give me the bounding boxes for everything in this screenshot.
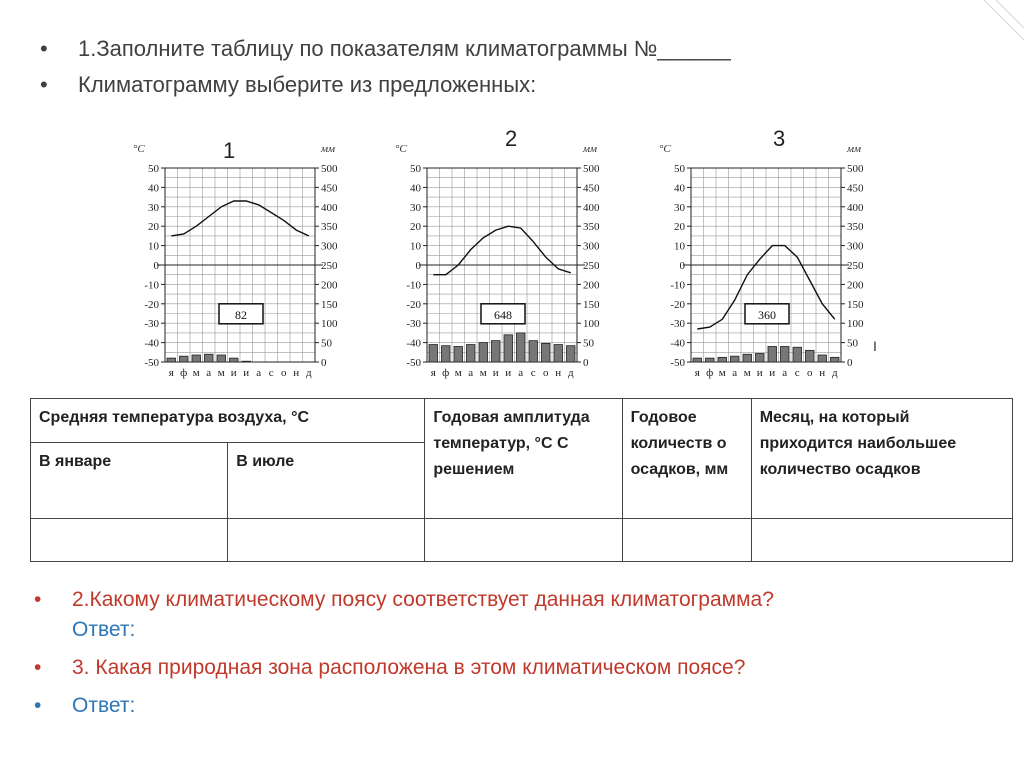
precip-bar — [718, 357, 727, 362]
month-label: м — [454, 367, 462, 379]
answer-table — [30, 398, 1013, 562]
precip-tick-label: 350 — [583, 221, 600, 234]
header-january: В январе — [31, 443, 228, 518]
month-label: н — [819, 367, 826, 379]
month-label: о — [543, 367, 549, 379]
temp-tick-label: 40 — [674, 182, 685, 195]
temp-tick-label: -30 — [670, 318, 685, 331]
month-label: а — [782, 367, 788, 379]
precip-tick-label: 200 — [583, 279, 600, 292]
month-label: и — [230, 367, 237, 379]
temp-tick-label: 30 — [148, 201, 159, 214]
precip-bar — [217, 355, 226, 362]
precip-bar — [818, 355, 827, 362]
precip-total-label: 82 — [235, 307, 247, 322]
month-label: ф — [706, 367, 714, 379]
month-label: с — [268, 367, 274, 379]
precip-tick-label: 200 — [321, 279, 338, 292]
precip-unit-label: мм — [321, 143, 336, 155]
precip-bar — [429, 345, 438, 362]
month-label: с — [530, 367, 536, 379]
month-label: и — [769, 367, 776, 379]
bullet-dot: • — [34, 694, 42, 717]
month-label: а — [256, 367, 262, 379]
month-label: о — [807, 367, 813, 379]
precip-bar — [567, 346, 576, 362]
month-label: а — [468, 367, 474, 379]
header-month: Месяц, на который приходится наибольшее количество осадков — [751, 399, 1012, 519]
precip-bar — [242, 361, 251, 362]
precip-bar — [167, 358, 176, 362]
climatograms — [125, 130, 925, 390]
temp-tick-label: -30 — [406, 318, 421, 331]
month-label: м — [718, 367, 726, 379]
temp-tick-label: 10 — [148, 240, 159, 253]
precip-tick-label: 400 — [583, 201, 600, 214]
month-label: ф — [180, 367, 188, 379]
chart-number: 1 — [223, 138, 236, 163]
instructions — [30, 36, 990, 108]
temp-tick-label: -50 — [670, 357, 685, 369]
temp-tick-label: 20 — [148, 221, 159, 234]
precip-tick-label: 200 — [847, 279, 864, 292]
climatogram-2 — [387, 130, 647, 390]
month-label: м — [192, 367, 200, 379]
question-3: • 3. Какая природная зона расположена в этом климатическом поясе? — [28, 653, 1008, 683]
precip-bar — [529, 341, 538, 362]
precip-unit-label: мм — [847, 143, 862, 155]
month-label: а — [732, 367, 738, 379]
precip-bar — [806, 350, 815, 362]
precip-bar — [743, 354, 752, 362]
month-label: д — [305, 367, 312, 379]
temp-tick-label: 0 — [679, 260, 685, 272]
precip-tick-label: 0 — [321, 357, 327, 369]
temp-tick-label: 0 — [153, 260, 159, 272]
bullet-dot: • — [40, 72, 48, 97]
precip-tick-label: 150 — [321, 298, 338, 311]
precip-tick-label: 500 — [321, 163, 338, 175]
temp-unit-label: °C — [395, 143, 407, 155]
temp-tick-label: 40 — [148, 182, 159, 195]
temp-tick-label: -40 — [144, 337, 159, 350]
month-label: я — [168, 367, 174, 379]
month-label: с — [794, 367, 800, 379]
climatogram-3-svg — [651, 130, 911, 390]
month-label: а — [206, 367, 212, 379]
precip-tick-label: 400 — [321, 201, 338, 214]
precip-tick-label: 450 — [583, 182, 600, 195]
cell-precip[interactable] — [622, 518, 751, 561]
month-label: и — [492, 367, 499, 379]
temp-tick-label: 50 — [410, 163, 421, 175]
month-label: я — [694, 367, 700, 379]
temp-tick-label: -50 — [144, 357, 159, 369]
temp-unit-label: °C — [133, 143, 145, 155]
precip-bar — [781, 346, 790, 362]
precip-bar — [192, 355, 201, 362]
precip-bar — [768, 346, 777, 362]
temp-tick-label: 0 — [415, 260, 421, 272]
precip-bar — [693, 358, 702, 362]
temp-tick-label: -10 — [144, 279, 159, 292]
precip-bar — [517, 333, 526, 362]
chart-number: 2 — [505, 130, 518, 151]
header-july: В июле — [228, 443, 425, 518]
bullet-dot: • — [34, 656, 42, 679]
precip-bar — [706, 358, 715, 362]
month-label: м — [217, 367, 225, 379]
precip-bar — [554, 345, 563, 362]
header-amplitude: Годовая амплитуда температур, °С С решением — [425, 399, 622, 519]
temp-tick-label: 30 — [410, 201, 421, 214]
precip-bar — [454, 346, 463, 362]
bullet-dot: • — [34, 588, 42, 611]
precip-tick-label: 350 — [321, 221, 338, 234]
precip-bar — [793, 347, 802, 362]
precip-tick-label: 100 — [847, 318, 864, 331]
temp-tick-label: -20 — [670, 298, 685, 311]
questions — [28, 585, 1008, 729]
precip-bar — [479, 343, 488, 362]
month-label: д — [567, 367, 574, 379]
temp-tick-label: -30 — [144, 318, 159, 331]
temp-tick-label: -20 — [406, 298, 421, 311]
month-label: н — [293, 367, 300, 379]
cell-january[interactable] — [31, 518, 228, 561]
precip-tick-label: 150 — [583, 298, 600, 311]
precip-tick-label: 300 — [847, 240, 864, 253]
precip-total-label: 360 — [758, 307, 776, 322]
precip-tick-label: 250 — [583, 260, 600, 272]
temp-tick-label: -10 — [406, 279, 421, 292]
temp-unit-label: °C — [659, 143, 671, 155]
month-label: м — [743, 367, 751, 379]
temp-tick-label: 20 — [410, 221, 421, 234]
precip-bar — [442, 346, 451, 362]
temp-tick-label: -40 — [406, 337, 421, 350]
month-label: м — [479, 367, 487, 379]
precip-tick-label: 50 — [321, 337, 332, 350]
precip-tick-label: 150 — [847, 298, 864, 311]
temp-tick-label: -40 — [670, 337, 685, 350]
precip-unit-label: мм — [583, 143, 598, 155]
month-label: ф — [442, 367, 450, 379]
precip-tick-label: 250 — [321, 260, 338, 272]
temp-tick-label: 40 — [410, 182, 421, 195]
precip-bar — [205, 354, 214, 362]
precip-total-label: 648 — [494, 307, 512, 322]
precip-tick-label: 100 — [321, 318, 338, 331]
month-label: я — [430, 367, 436, 379]
precip-bar — [504, 335, 513, 362]
temp-tick-label: -20 — [144, 298, 159, 311]
precip-tick-label: 0 — [847, 357, 853, 369]
month-label: и — [243, 367, 250, 379]
climatogram-2-svg — [387, 130, 647, 390]
precip-tick-label: 300 — [583, 240, 600, 253]
precip-tick-label: 350 — [847, 221, 864, 234]
precip-bar — [492, 341, 501, 362]
precip-tick-label: 400 — [847, 201, 864, 214]
precip-tick-label: 50 — [583, 337, 594, 350]
month-label: о — [281, 367, 287, 379]
precip-tick-label: 0 — [583, 357, 589, 369]
precip-tick-label: 300 — [321, 240, 338, 253]
precip-bar — [467, 345, 476, 362]
temp-tick-label: 50 — [148, 163, 159, 175]
month-label: д — [831, 367, 838, 379]
precip-bar — [230, 358, 239, 362]
month-label: н — [555, 367, 562, 379]
temp-tick-label: 20 — [674, 221, 685, 234]
corner-decoration — [984, 0, 1024, 40]
chart-number: 3 — [773, 130, 786, 151]
precip-bar — [831, 357, 840, 362]
question-2: • 2.Какому климатическому поясу соответствует данная климатограмма? Ответ: — [28, 585, 1008, 645]
precip-tick-label: 50 — [847, 337, 858, 350]
precip-tick-label: 100 — [583, 318, 600, 331]
month-label: и — [505, 367, 512, 379]
month-label: и — [756, 367, 763, 379]
month-label: а — [518, 367, 524, 379]
cell-july[interactable] — [228, 518, 425, 561]
precip-tick-label: 450 — [847, 182, 864, 195]
header-precip: Годовое количеств о осадков, мм — [622, 399, 751, 519]
precip-tick-label: 450 — [321, 182, 338, 195]
instruction-1: • 1.Заполните таблицу по показателям климатограммы №______ — [40, 36, 731, 61]
precip-bar — [180, 356, 189, 362]
climatogram-1 — [125, 130, 385, 390]
bullet-dot: • — [40, 36, 48, 61]
precip-tick-label: 500 — [583, 163, 600, 175]
temp-tick-label: -50 — [406, 357, 421, 369]
cell-month[interactable] — [751, 518, 1012, 561]
climatogram-1-svg — [125, 130, 385, 390]
instruction-2: • Климатограмму выберите из предложенных: — [40, 72, 537, 97]
text-cursor-icon: I — [873, 338, 877, 354]
temp-tick-label: 30 — [674, 201, 685, 214]
temp-tick-label: 50 — [674, 163, 685, 175]
temp-tick-label: 10 — [410, 240, 421, 253]
temp-tick-label: 10 — [674, 240, 685, 253]
precip-tick-label: 250 — [847, 260, 864, 272]
temp-tick-label: -10 — [670, 279, 685, 292]
precip-tick-label: 500 — [847, 163, 864, 175]
cell-amplitude[interactable] — [425, 518, 622, 561]
precip-bar — [731, 356, 740, 362]
header-avg-temp: Средняя температура воздуха, °С — [31, 399, 425, 443]
answer-3: • Ответ: — [28, 691, 1008, 721]
precip-bar — [756, 353, 765, 362]
climatogram-3 — [651, 130, 911, 390]
precip-bar — [542, 343, 551, 362]
